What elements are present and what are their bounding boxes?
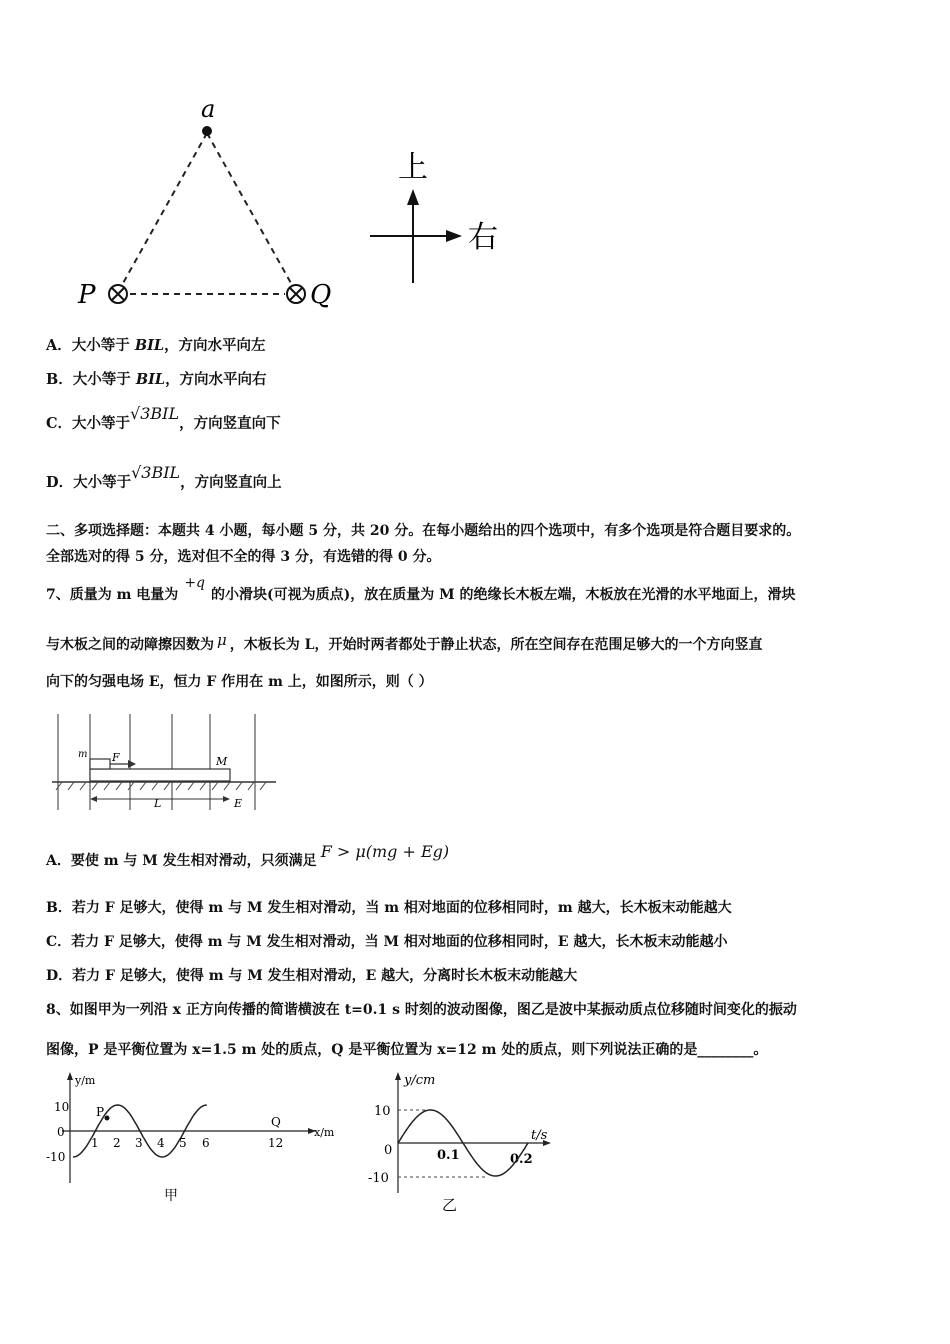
caption-jia: 甲 (164, 1188, 178, 1204)
t-axis-label: t/s (531, 1128, 548, 1143)
side-a-q (207, 133, 292, 285)
y-axis-label: y/m (75, 1074, 96, 1087)
side-a-p (122, 133, 207, 285)
q7-option-d: D．若力 F 足够大，使得 m 与 M 发生相对滑动，E 越大，分离时长木板末动能越大 (46, 968, 578, 984)
long-board (90, 769, 230, 781)
q7-line1: 7、质量为 m 电量为+q的小滑块(可视为质点)，放在质量为 M 的绝缘长木板左端，木板放在光滑的水平地面上，滑块 (46, 575, 796, 603)
wave-graph-jia (40, 1068, 350, 1208)
x-tick-2: 2 (113, 1136, 121, 1150)
q7-option-b: B．若力 F 足够大，使得 m 与 M 发生相对滑动，当 m 相对地面的位移相同时，m 越大，长木板末动能越大 (46, 900, 732, 916)
section2-line1: 二、多项选择题：本题共 4 小题，每小题 5 分，共 20 分。在每小题给出的四个选项中，有多个选项是符合题目要求的。 (46, 523, 801, 539)
x-tick-1: 1 (91, 1136, 99, 1150)
triangle-current-figure (70, 95, 510, 320)
label-a: a (201, 95, 216, 123)
y-tick-10: 10 (374, 1104, 391, 1119)
q8-line2: 图像，P 是平衡位置为 x=1.5 m 处的质点，Q 是平衡位置为 x=12 m 处的质点，则下列说法正确的是________。 (46, 1042, 768, 1058)
vibration-graph-yi (360, 1068, 580, 1218)
q7-option-c: C．若力 F 足够大，使得 m 与 M 发生相对滑动，当 M 相对地面的位移相同时，E 越大，长木板末动能越小 (46, 934, 728, 950)
x-tick-3: 3 (135, 1136, 143, 1150)
y-tick-neg10: -10 (46, 1150, 66, 1164)
q6-option-d: D．大小等于√3BIL，方向竖直向上 (46, 463, 282, 491)
label-m-small: m (78, 749, 88, 760)
label-force: F (112, 751, 120, 764)
y-tick-0: 0 (57, 1125, 65, 1139)
length-left-arrow-icon (90, 796, 97, 802)
q6-option-b: B．大小等于 BIL，方向水平向右 (46, 371, 267, 388)
small-block (90, 759, 110, 769)
label-m-board: M (216, 755, 228, 768)
ground-hatch (56, 782, 266, 790)
force-arrowhead-icon (128, 760, 136, 768)
q6-option-a: A．大小等于 BIL，方向水平向左 (46, 337, 266, 354)
x-tick-4: 4 (157, 1136, 165, 1150)
t-tick-0.1: 0.1 (437, 1148, 460, 1163)
label-q: Q (310, 280, 332, 310)
y-tick-neg10: -10 (368, 1171, 389, 1186)
y-tick-0: 0 (384, 1143, 393, 1158)
label-p-wave: P (96, 1105, 105, 1119)
q7-line3: 向下的匀强电场 E，恒力 F 作用在 m 上，如图所示，则（ ） (46, 674, 433, 690)
y-axis-label: y/cm (404, 1073, 436, 1088)
point-a (202, 126, 212, 136)
arrow-up-icon (407, 189, 419, 205)
x-axis-label: x/m (314, 1126, 335, 1139)
point-p (105, 1116, 110, 1121)
wire-p-into-page-icon (109, 285, 127, 303)
arrow-right-icon (446, 230, 462, 242)
charge-symbol: +q (184, 575, 206, 591)
wire-q-into-page-icon (287, 285, 305, 303)
q7-line2: 与木板之间的动障擦因数为 μ ，木板长为 L，开始时两者都处于静止状态，所在空间存在范围足够大的一个方向竖直 (46, 631, 763, 653)
q6-option-c: C．大小等于√3BIL，方向竖直向下 (46, 404, 281, 432)
label-length: L (154, 797, 162, 810)
label-right: 右 (468, 220, 498, 255)
x-tick-5: 5 (179, 1136, 187, 1150)
label-q-wave: Q (271, 1115, 281, 1129)
label-up: 上 (398, 150, 428, 185)
caption-yi: 乙 (442, 1196, 458, 1214)
q8-line1: 8、如图甲为一列沿 x 正方向传播的简谐横波在 t=0.1 s 时刻的波动图像，图乙是波中某振动质点位移随时间变化的振动 (46, 1002, 797, 1018)
board-block-figure (50, 712, 280, 817)
x-tick-12: 12 (268, 1136, 284, 1150)
label-field: E (234, 797, 243, 810)
label-p: P (78, 280, 96, 310)
mu-symbol: μ (217, 631, 227, 649)
q7-option-a: A．要使 m 与 M 发生相对滑动，只须满足 F > μ(mg + Eg) (46, 842, 450, 869)
y-axis-arrow-icon (67, 1072, 73, 1080)
section2-line2: 全部选对的得 5 分，选对但不全的得 3 分，有选错的得 0 分。 (46, 549, 441, 565)
y-axis-arrow-icon (395, 1072, 401, 1080)
length-right-arrow-icon (223, 796, 230, 802)
y-tick-10: 10 (54, 1100, 70, 1114)
t-tick-0.2: 0.2 (510, 1152, 533, 1167)
x-tick-6: 6 (202, 1136, 210, 1150)
